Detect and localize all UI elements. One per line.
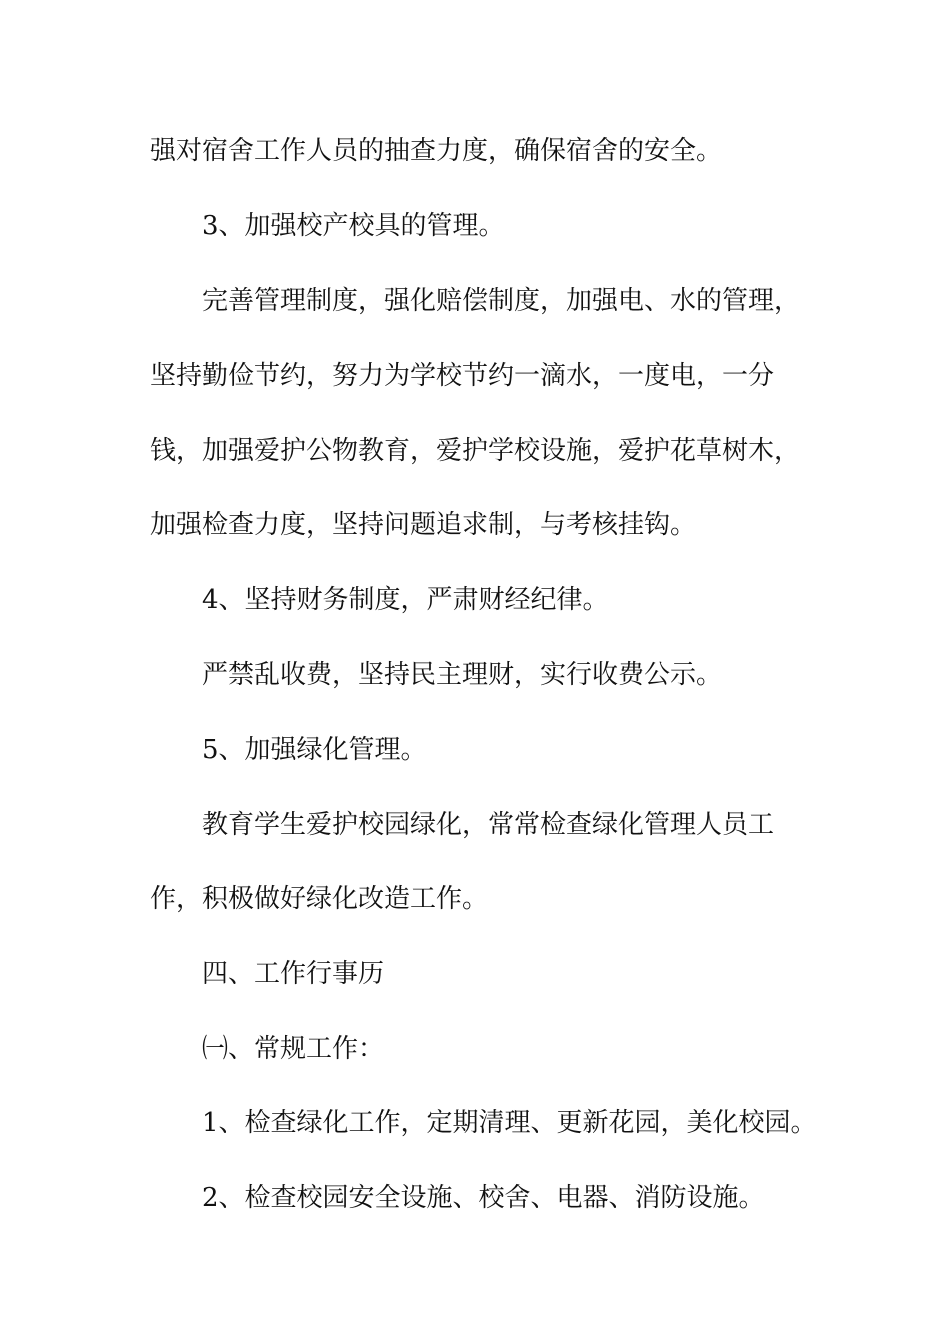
paragraph-line: 加强检查力度，坚持问题追求制，与考核挂钩。 (150, 510, 697, 540)
paragraph-line: 严禁乱收费，坚持民主理财，实行收费公示。 (202, 660, 723, 690)
section-heading: 5、加强绿化管理。 (202, 735, 427, 765)
list-item: 2、检查校园安全设施、校舍、电器、消防设施。 (202, 1183, 765, 1213)
section-heading: 四、工作行事历 (202, 959, 385, 989)
section-heading: 4、坚持财务制度，严肃财经纪律。 (202, 585, 609, 615)
section-heading: 3、加强校产校具的管理。 (202, 211, 505, 241)
paragraph-line: 坚持勤俭节约，努力为学校节约一滴水，一度电，一分 (150, 361, 775, 391)
paragraph-line: 完善管理制度，强化赔偿制度，加强电、水的管理， (202, 286, 801, 316)
paragraph-line: 强对宿舍工作人员的抽查力度，确保宿舍的安全。 (150, 136, 723, 166)
subsection-heading: ㈠、常规工作： (202, 1034, 385, 1064)
paragraph-line: 教育学生爱护校园绿化，常常检查绿化管理人员工 (202, 810, 775, 840)
paragraph-line: 作，积极做好绿化改造工作。 (150, 884, 489, 914)
list-item: 1、检查绿化工作，定期清理、更新花园，美化校园。 (202, 1108, 817, 1138)
paragraph-line: 钱，加强爱护公物教育，爱护学校设施，爱护花草树木， (150, 436, 801, 466)
